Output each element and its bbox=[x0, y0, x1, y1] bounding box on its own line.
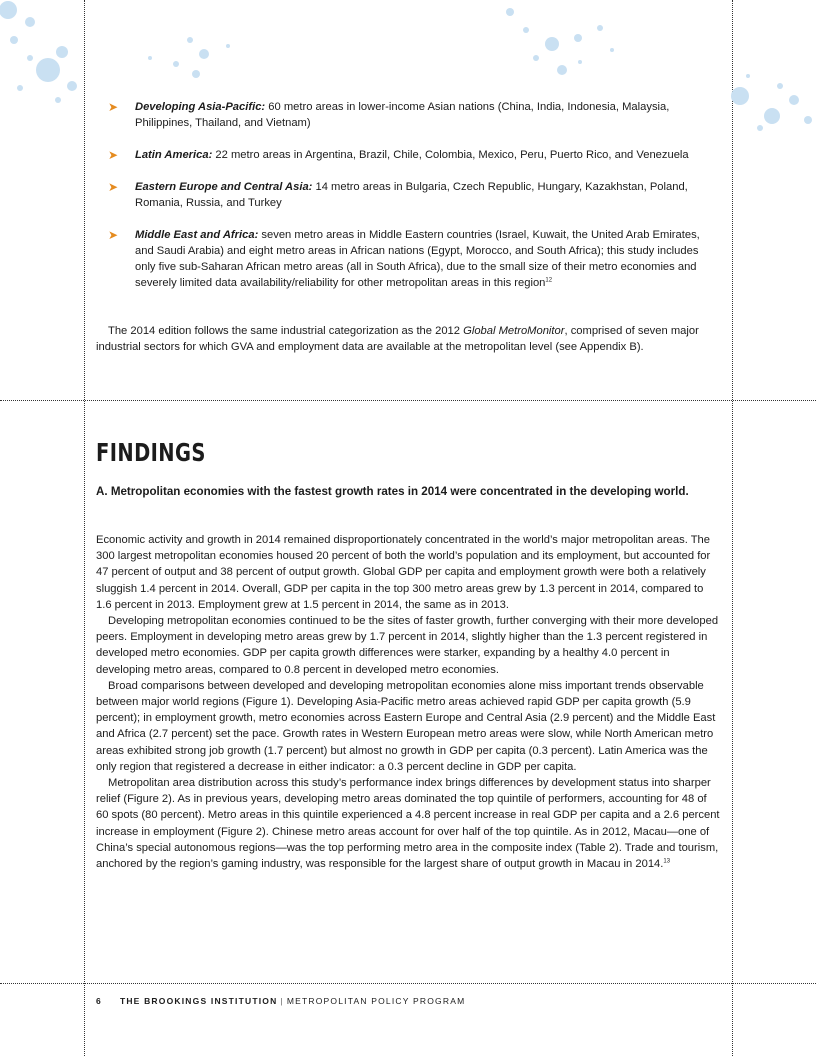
bullet-lead: Latin America: bbox=[135, 149, 213, 161]
paragraph-text: Metropolitan area distribution across this study’s performance index brings differences by development status into sharper relief (Figure 2). As in previous years, developing metro areas dominated the top quintile of performers, accounting for 48 of 60 spots (80 percent). Metro areas in this quintile experienced a 4.8 percent increase in real GDP per capita and a 2.6 percent increase in employment (Figure 2). Chinese metro areas account for over half of the top quintile. As in 2012, Macau—one of China’s special autonomous regions—was the top performing metro area in the composite index (Table 2). Trade and tourism, anchored by the region’s gaming industry, was responsible for the largest share of output growth in Macau in 2014. bbox=[96, 777, 720, 871]
left-guide-line bbox=[84, 0, 85, 1056]
bullet-developing-asia-pacific bbox=[108, 99, 720, 131]
arrow-bullet-icon: ➤ bbox=[108, 100, 119, 114]
arrow-bullet-icon: ➤ bbox=[108, 180, 119, 194]
bullet-middle-east-africa bbox=[108, 227, 720, 291]
arrow-bullet-icon: ➤ bbox=[108, 148, 119, 162]
bullet-text: 14 metro areas in Bulgaria, Czech Republic, Hungary, Kazakhstan, Poland, Romania, Russia, and Turkey bbox=[135, 181, 688, 209]
intro-text-before: The 2014 edition follows the same industrial categorization as the 2012 bbox=[108, 325, 464, 337]
findings-body bbox=[96, 532, 720, 872]
intro-text-italic: Global MetroMonitor bbox=[463, 325, 565, 337]
findings-heading: FINDINGS bbox=[96, 438, 206, 467]
footer-institution: THE BROOKINGS INSTITUTION bbox=[119, 996, 278, 1006]
bullet-lead: Eastern Europe and Central Asia: bbox=[135, 181, 313, 193]
findings-paragraph-3 bbox=[96, 678, 720, 775]
bullet-text: seven metro areas in Middle Eastern countries (Israel, Kuwait, the United Arab Emirates, and Saudi Arabia) and eight metro areas in African nations (Egypt, Morocco, and South Africa); this study includes only five sub-Saharan African metro areas (all in South Africa), due to the small size of their metro economies and severely limited data availability/reliability for other metropolitan areas in this region bbox=[135, 229, 700, 289]
intro-text-after: , comprised of seven major industrial sectors for which GVA and employment data are available at the metropolitan level (see Appendix B). bbox=[96, 325, 699, 354]
right-guide-line bbox=[732, 0, 733, 1056]
footnote-ref: 12 bbox=[545, 277, 553, 284]
bullet-lead: Middle East and Africa: bbox=[135, 229, 259, 241]
paragraph-text: Developing metropolitan economies continued to be the sites of faster growth, further converging with their more developed peers. Employment in developing metro areas grew by 1.7 percent in 2014, slightly higher than the 1.3 percent registered in developed metro economies. GDP per capita growth differences were starker, expanding by a healthy 4.0 percent in developing metro areas, compared to 0.8 percent in developed metro economies. bbox=[96, 615, 719, 676]
bullet-text: 22 metro areas in Argentina, Brazil, Chile, Colombia, Mexico, Peru, Puerto Rico, and Venezuela bbox=[212, 149, 689, 161]
footer-separator: | bbox=[280, 996, 284, 1006]
paragraph-text: Broad comparisons between developed and developing metropolitan economies alone miss important trends observable between major world regions (Figure 1). Developing Asia-Pacific metro areas achieved rapid GDP per capita growth (5.9 percent); in employment growth, metro economies across Eastern Europe and Central Asia (2.9 percent) and the Middle East and Africa (2.7 percent) set the pace. Growth rates in Western European metro areas were slow, while North American metro areas exhibited strong job growth (1.7 percent) but almost no growth in GDP per capita (0.3 percent). Latin America was the only region that registered a decrease in either indicator: a 0.3 percent decline in GDP per capita. bbox=[96, 679, 716, 773]
footer-program: METROPOLITAN POLICY PROGRAM bbox=[286, 996, 466, 1006]
findings-paragraph-2 bbox=[96, 613, 720, 678]
page-number: 6 bbox=[96, 996, 102, 1006]
paragraph-text: Economic activity and growth in 2014 remained disproportionately concentrated in the world’s major metropolitan areas. The 300 largest metropolitan economies housed 20 percent of both the world’s population and its employment, but accounted for 47 percent of output and 38 percent of output growth. Global GDP per capita and employment growth were both a relatively sluggish 1.4 percent in 2014. Overall, GDP per capita in the top 300 metro areas grew by 1.3 percent in 2014, compared to 1.6 percent in 2013. Employment grew at 1.5 percent in 2014, the same as in 2013. bbox=[96, 534, 711, 611]
arrow-bullet-icon: ➤ bbox=[108, 228, 119, 242]
intro-paragraph bbox=[96, 323, 720, 355]
section-a-subheading: A. Metropolitan economies with the fastest growth rates in 2014 were concentrated in the developing world. bbox=[96, 485, 689, 498]
bullet-text: 60 metro areas in lower-income Asian nations (China, India, Indonesia, Malaysia, Philippines, Thailand, and Vietnam) bbox=[135, 101, 670, 129]
footnote-ref: 13 bbox=[663, 858, 671, 865]
findings-paragraph-1 bbox=[96, 532, 720, 613]
top-divider-line bbox=[0, 400, 816, 401]
bullet-lead: Developing Asia-Pacific: bbox=[135, 101, 266, 113]
region-bullet-list bbox=[108, 99, 720, 307]
bullet-latin-america bbox=[108, 147, 720, 163]
page-footer bbox=[96, 996, 465, 1006]
findings-paragraph-4 bbox=[96, 775, 720, 872]
bullet-eastern-europe-central-asia bbox=[108, 179, 720, 211]
bottom-divider-line bbox=[0, 983, 816, 984]
